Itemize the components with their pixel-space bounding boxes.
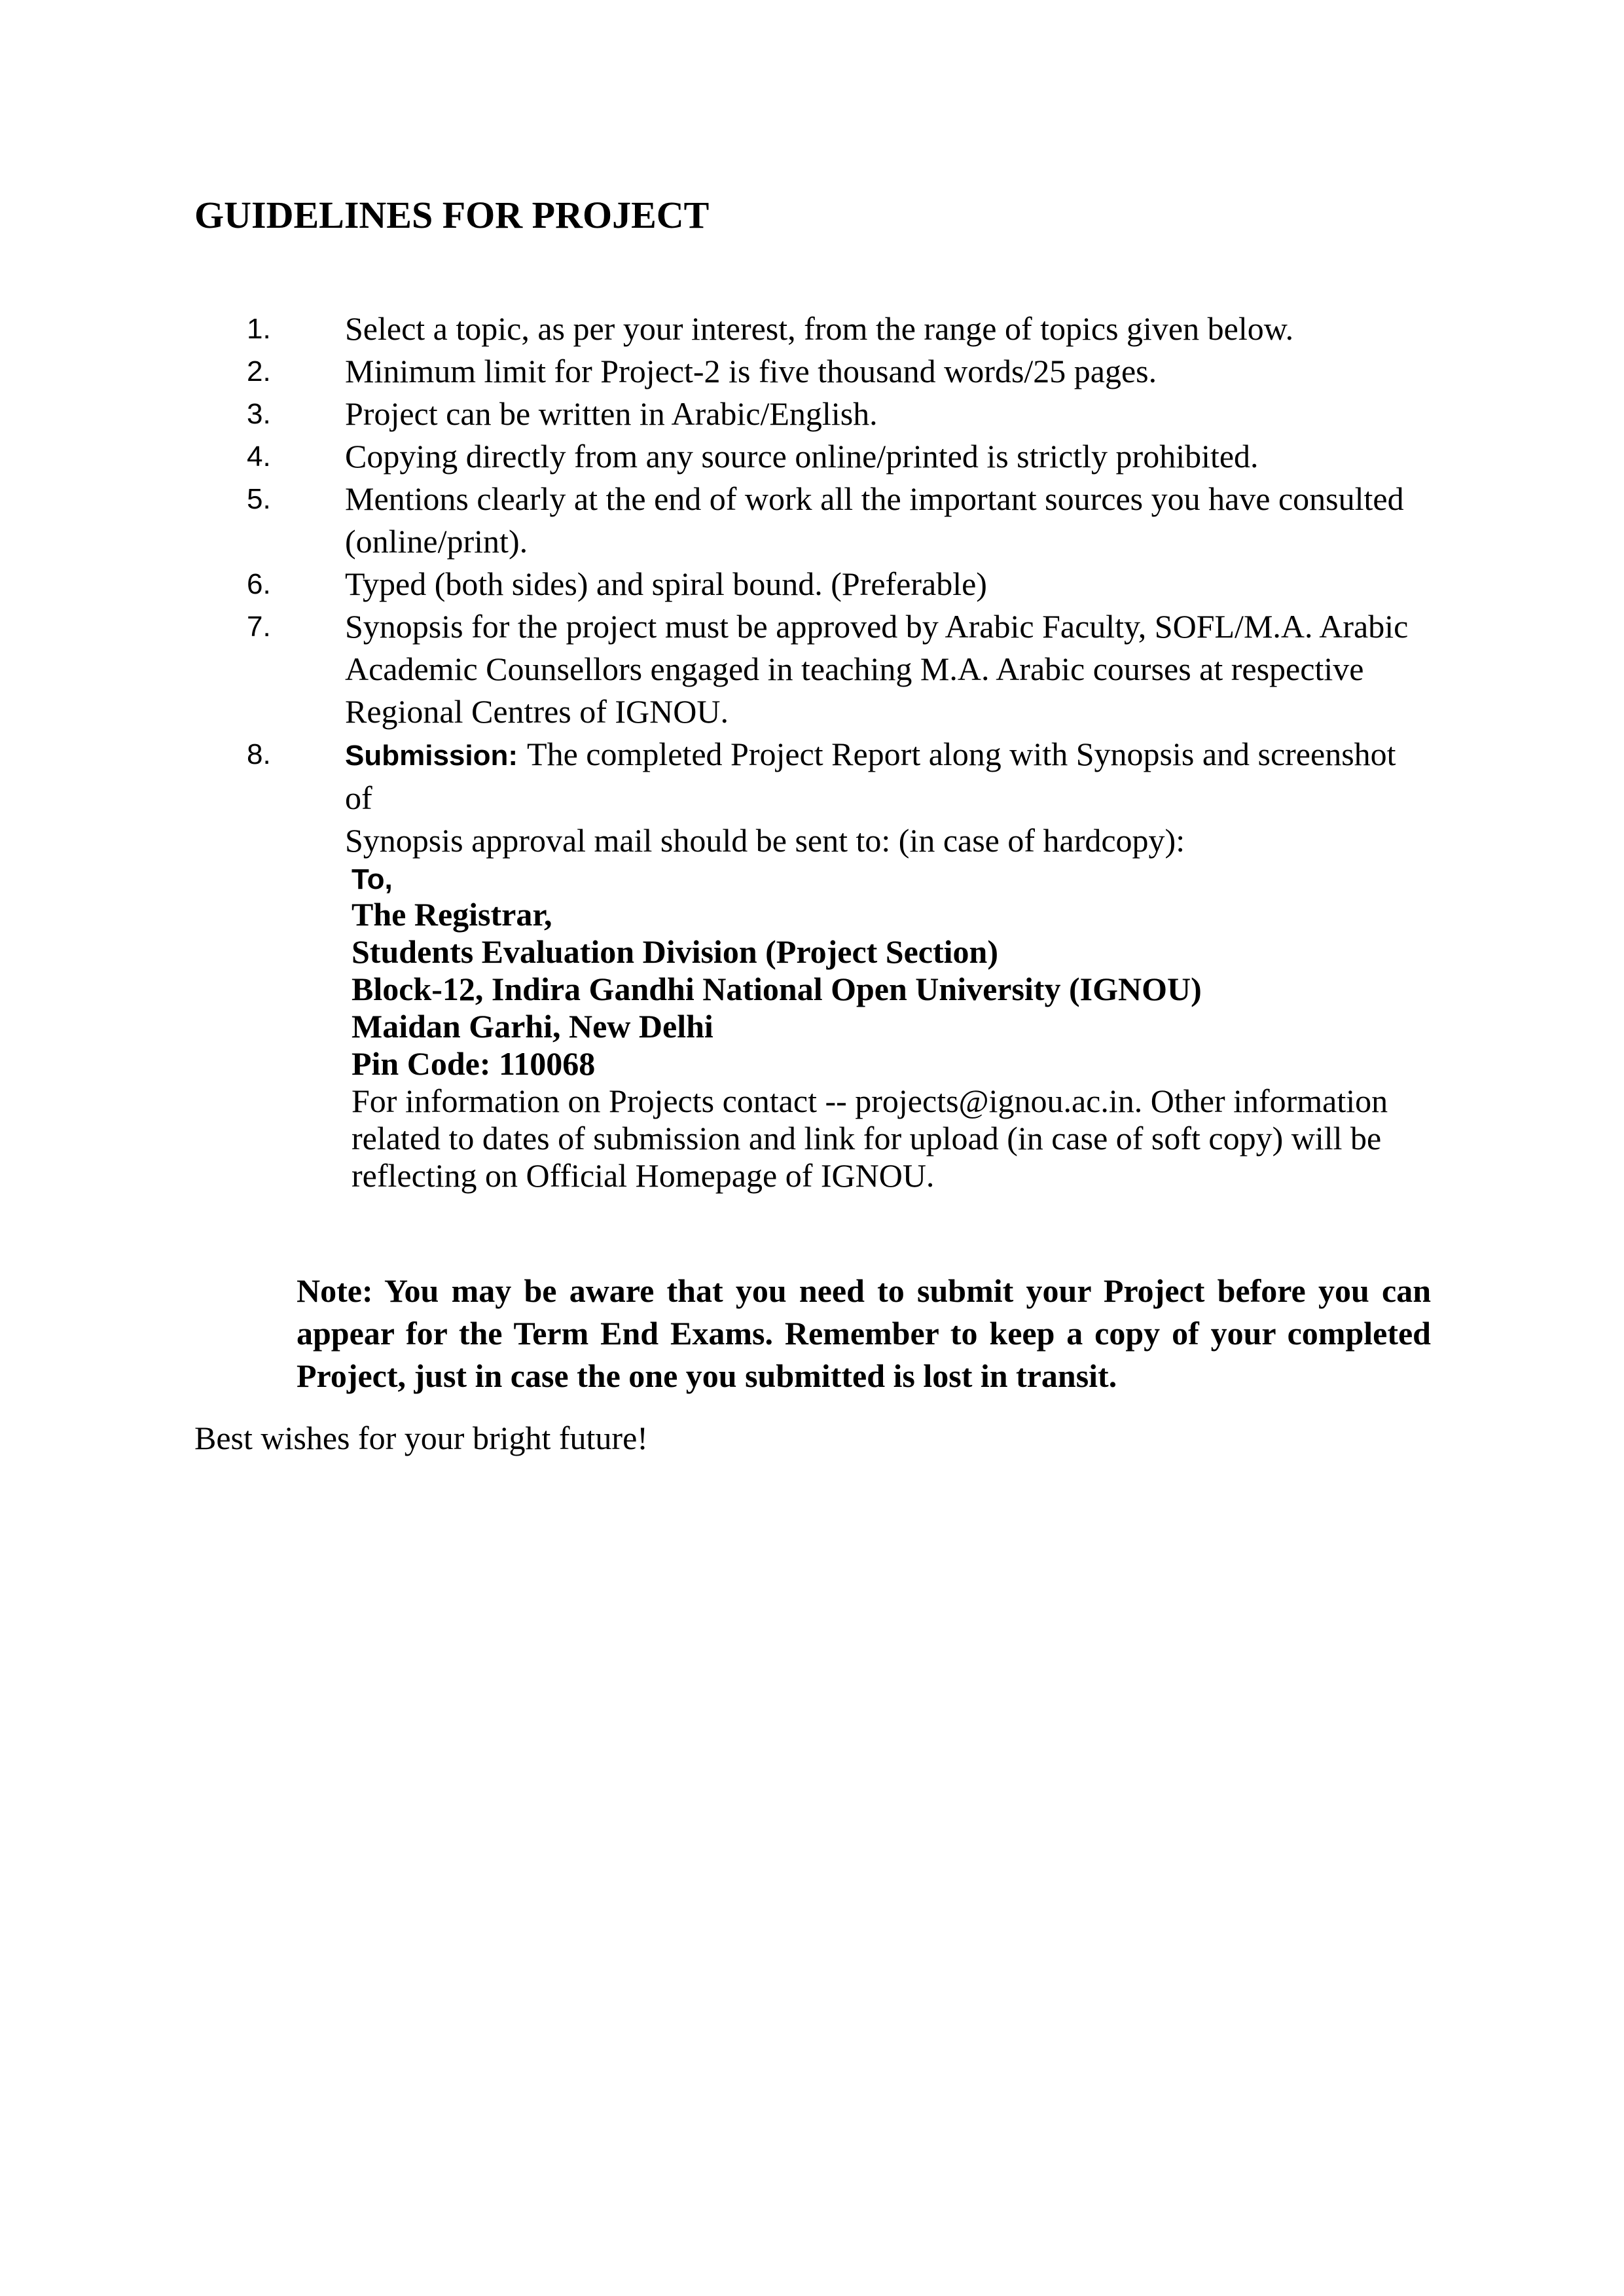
address-block [345, 896, 1431, 1083]
list-item-text [345, 308, 1431, 350]
submission-text-line2: Synopsis approval mail should be sent to: (in case of hardcopy): [345, 822, 1185, 859]
list-item-7 [194, 605, 1431, 733]
list-item-text [345, 478, 1431, 563]
text-line: (online/print). [345, 523, 528, 560]
address-line: The Registrar, [352, 896, 552, 933]
note-line: Note: You may be aware that you need to submit your Project before you can [297, 1272, 1431, 1309]
submission-text: The completed Project Report along with Synopsis and screenshot of [345, 736, 1396, 816]
list-item-1 [194, 308, 1431, 350]
numbered-list [194, 308, 1431, 1194]
address-line: Students Evaluation Division (Project Section) [352, 933, 998, 970]
page-title: GUIDELINES FOR PROJECT [194, 194, 710, 236]
submission-label: Submission: [345, 740, 518, 772]
list-item-number: 3. [247, 398, 271, 430]
list-item-text [345, 393, 1431, 435]
list-item-text [345, 350, 1431, 393]
text-line: Minimum limit for Project-2 is five thousand words/25 pages. [345, 353, 1157, 389]
list-item-text [345, 605, 1431, 733]
contact-info-block [345, 1083, 1431, 1194]
list-item-number: 1. [247, 313, 271, 345]
list-item-text [345, 435, 1431, 478]
text-line: Project can be written in Arabic/English. [345, 395, 878, 432]
list-item-6 [194, 563, 1431, 605]
list-item-text [345, 733, 1431, 1194]
text-line: Typed (both sides) and spiral bound. (Preferable) [345, 565, 987, 602]
list-item-2 [194, 350, 1431, 393]
note-line: Project, just in case the one you submitted is lost in transit. [297, 1357, 1117, 1394]
list-item-number: 2. [247, 355, 271, 387]
address-line: Pin Code: 110068 [352, 1045, 596, 1082]
contact-info-line: reflecting on Official Homepage of IGNOU. [352, 1157, 935, 1194]
closing-line: Best wishes for your bright future! [194, 1420, 648, 1456]
contact-info-line: For information on Projects contact -- projects@ignou.ac.in. Other information [352, 1083, 1388, 1119]
list-item-number: 5. [247, 483, 271, 515]
address-line: Maidan Garhi, New Delhi [352, 1008, 713, 1045]
list-item-8 [194, 733, 1431, 1194]
list-item-number: 8. [247, 738, 271, 770]
list-item-number: 6. [247, 568, 271, 600]
submission-line [345, 733, 1431, 819]
list-item-number: 4. [247, 440, 271, 473]
list-item-text [345, 563, 1431, 605]
list-item-3 [194, 393, 1431, 435]
address-line: Block-12, Indira Gandhi National Open University (IGNOU) [352, 971, 1202, 1007]
contact-info-line: related to dates of submission and link for upload (in case of soft copy) will be [352, 1120, 1382, 1157]
note-line: appear for the Term End Exams. Remember to keep a copy of your completed [297, 1315, 1431, 1352]
text-line: Regional Centres of IGNOU. [345, 693, 729, 730]
text-line: Copying directly from any source online/printed is strictly prohibited. [345, 438, 1259, 475]
address-to-label: To, [352, 863, 393, 895]
text-line: Synopsis for the project must be approved by Arabic Faculty, SOFL/M.A. Arabic [345, 608, 1409, 645]
list-item-4 [194, 435, 1431, 478]
note-block [297, 1270, 1431, 1397]
text-line: Academic Counsellors engaged in teaching M.A. Arabic courses at respective [345, 651, 1364, 687]
list-item-number: 7. [247, 611, 271, 643]
list-item-5 [194, 478, 1431, 563]
text-line: Mentions clearly at the end of work all the important sources you have consulted [345, 480, 1404, 517]
text-line: Select a topic, as per your interest, from the range of topics given below. [345, 310, 1294, 347]
